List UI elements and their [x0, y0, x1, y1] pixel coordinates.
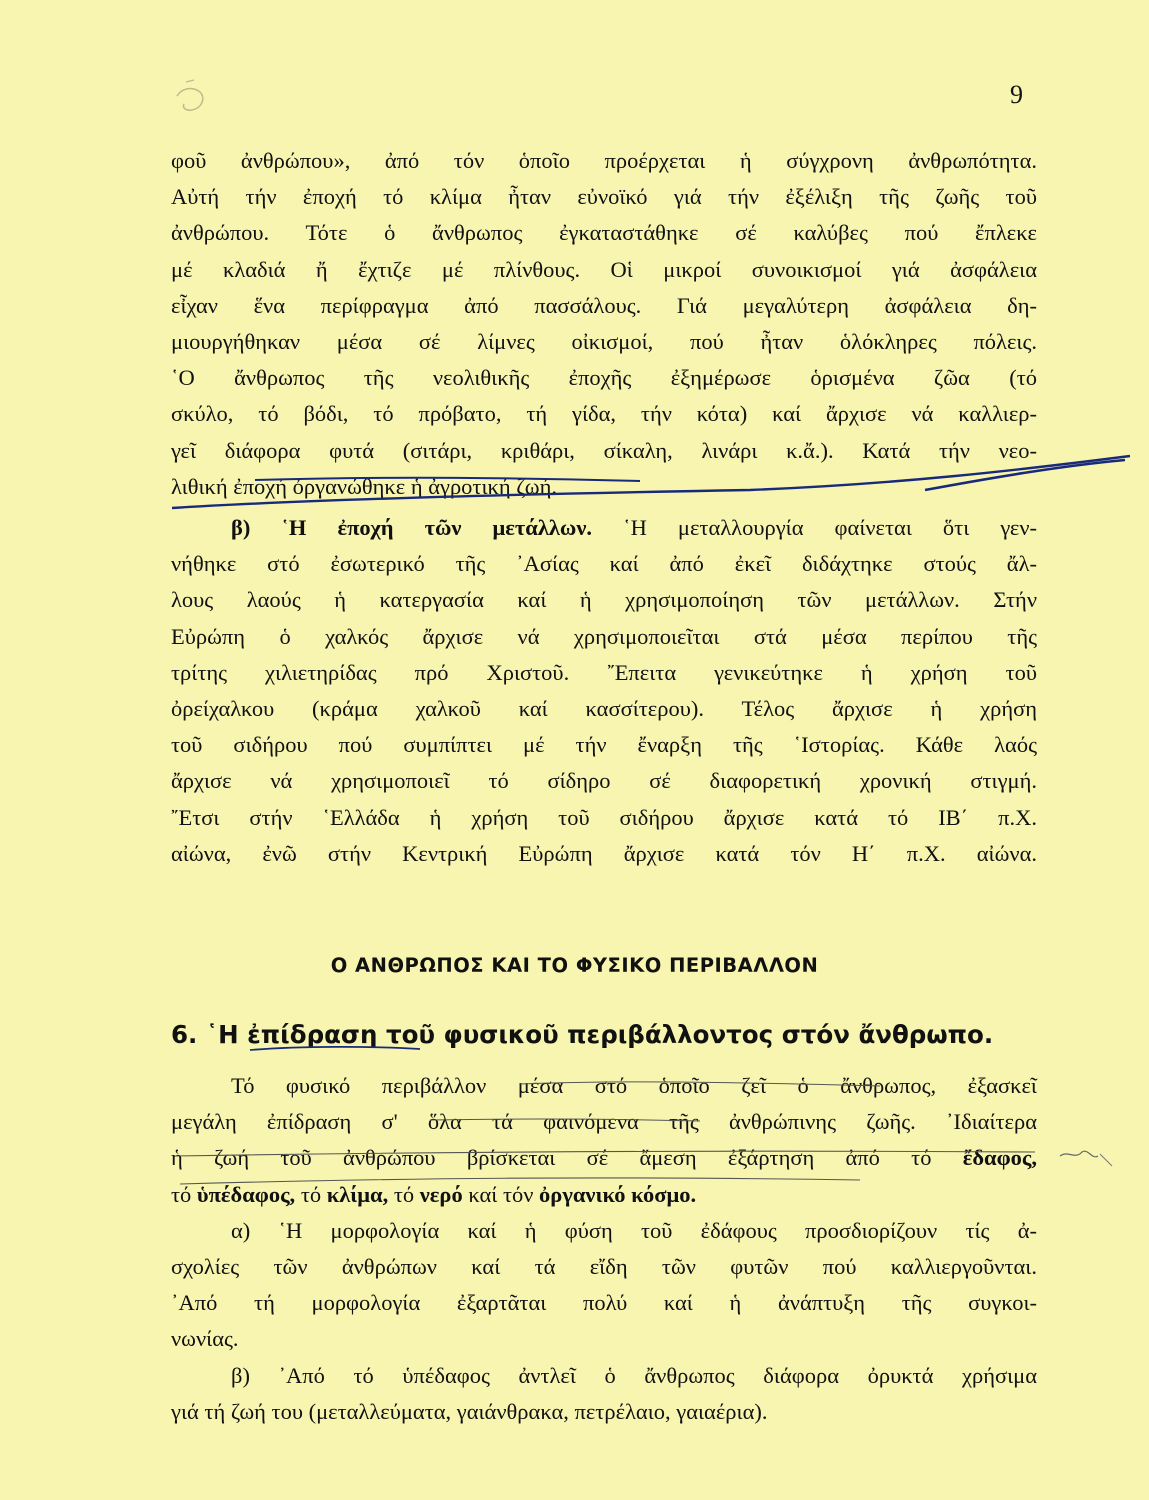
subsection-heading: β) ῾Η ἐποχή τῶν μετάλλων.	[231, 515, 593, 540]
text-line: νωνίας.	[171, 1326, 239, 1352]
text-line	[171, 510, 1037, 546]
text-line: μεγάλη ἐπίδραση σ' ὅλα τά φαινόμενα τῆς ἀνθρώπινης ζωῆς. ᾿Ιδιαίτερα	[171, 1109, 1037, 1135]
text-run: ῾Η μεταλλουργία φαίνεται ὅτι γεν-	[623, 515, 1038, 540]
paragraph-metal-age	[171, 510, 1037, 872]
text-line: αἰώνα, ἐνῶ στήν Κεντρική Εὐρώπη ἄρχισε κατά τόν Η΄ π.Χ. αἰώνα.	[171, 840, 1037, 866]
page-number: 9	[1010, 80, 1023, 109]
pencil-margin-mark	[1100, 1154, 1112, 1166]
text-line: εἶχαν ἕνα περίφραγμα ἀπό πασσάλους. Γιά μεγαλύτερη ἀσφάλεια δη-	[171, 292, 1037, 318]
text-line: ῎Ετσι στήν ῾Ελλάδα ἡ χρήση τοῦ σιδήρου ἄρχισε κατά τό ΙΒ΄ π.Χ.	[171, 804, 1037, 830]
paragraph-neolithic	[171, 143, 1037, 505]
text-line: ῾Ο ἄνθρωπος τῆς νεολιθικῆς ἐποχῆς ἐξημέρωσε ὁρισμένα ζῶα (τό	[171, 365, 1037, 391]
bold-term: νερό	[419, 1181, 463, 1207]
bold-term: ὀργανικό κόσμο.	[539, 1181, 697, 1207]
text-line	[171, 1177, 1037, 1213]
paragraph-natural-environment	[171, 1068, 1037, 1430]
bold-term: κλίμα,	[326, 1181, 389, 1207]
text-line: μιουργήθηκαν μέσα σέ λίμνες οἰκισμοί, πού ἦταν ὁλόκληρες πόλεις.	[171, 329, 1037, 355]
text-line: γεῖ διάφορα φυτά (σιτάρι, κριθάρι, σίκαλη, λινάρι κ.ἄ.). Κατά τήν νεο-	[171, 437, 1037, 463]
bold-term: ὑπέδαφος,	[196, 1181, 296, 1207]
text-line: ἀνθρώπου. Τότε ὁ ἄνθρωπος ἐγκαταστάθηκε σέ καλύβες πού ἔπλεκε	[171, 220, 1037, 246]
text-line: ὀρείχαλκου (κράμα χαλκοῦ καί κασσίτερου). Τέλος ἄρχισε ἡ χρήση	[171, 696, 1037, 722]
text-run: τό	[171, 1181, 197, 1207]
text-run: ἡ ζωή τοῦ ἀνθρώπου βρίσκεται σέ ἄμεση ἐξάρτηση ἀπό τό	[171, 1145, 932, 1171]
bold-term: ἔδαφος,	[962, 1145, 1037, 1171]
text-line: Αὐτή τήν ἐποχή τό κλίμα ἦταν εὐνοϊκό γιά τήν ἐξέλιξη τῆς ζωῆς τοῦ	[171, 184, 1037, 210]
text-line: ᾿Από τή μορφολογία ἐξαρτᾶται πολύ καί ἡ ἀνάπτυξη τῆς συγκοι-	[171, 1290, 1037, 1316]
text-line: λους λαούς ἡ κατεργασία καί ἡ χρησιμοποίηση τῶν μετάλλων. Στήν	[171, 587, 1037, 613]
text-line: Τό φυσικό περιβάλλον μέσα στό ὁποῖο ζεῖ ὁ ἄνθρωπος, ἐξασκεῖ	[231, 1073, 1037, 1098]
text-line: Εὐρώπη ὁ χαλκός ἄρχισε νά χρησιμοποιεῖται στά μέσα περίπου τῆς	[171, 623, 1037, 649]
text-line: β) ᾿Από τό ὑπέδαφος ἀντλεῖ ὁ ἄνθρωπος διάφορα ὀρυκτά χρήσιμα	[231, 1362, 1037, 1388]
text-line: ἄρχισε νά χρησιμοποιεῖ τό σίδηρο σέ διαφορετική χρονική στιγμή.	[171, 768, 1037, 794]
pencil-margin-mark	[1060, 1151, 1098, 1157]
text-line: τρίτης χιλιετηρίδας πρό Χριστοῦ. ῎Επειτα γενικεύτηκε ἡ χρήση τοῦ	[171, 659, 1037, 685]
text-line: σκύλο, τό βόδι, τό πρόβατο, τή γίδα, τήν κότα) καί ἄρχισε νά καλλιερ-	[171, 401, 1037, 427]
text-line	[171, 1140, 1037, 1176]
text-run: τό	[295, 1181, 327, 1207]
text-line: τοῦ σιδήρου πού συμπίπτει μέ τήν ἔναρξη τῆς ῾Ιστορίας. Κάθε λαός	[171, 732, 1037, 758]
chapter-title: 6. ῾Η ἐπίδραση τοῦ φυσικοῦ περιβάλλοντος στόν ἄνθρωπο.	[171, 1020, 994, 1049]
text-line: νήθηκε στό ἐσωτερικό τῆς ᾿Ασίας καί ἀπό ἐκεῖ διδάχτηκε στούς ἄλ-	[171, 551, 1037, 577]
text-line: μέ κλαδιά ἤ ἔχτιζε μέ πλίνθους. Οἱ μικροί συνοικισμοί γιά ἀσφάλεια	[171, 256, 1037, 282]
text-run: καί τόν	[462, 1181, 540, 1207]
section-title: Ο ΑΝΘΡΩΠΟΣ ΚΑΙ ΤΟ ΦΥΣΙΚΟ ΠΕΡΙΒΑΛΛΟΝ	[330, 954, 819, 977]
text-line: σχολίες τῶν ἀνθρώπων καί τά εἴδη τῶν φυτῶν πού καλλιεργοῦνται.	[171, 1254, 1037, 1280]
text-line: α) ῾Η μορφολογία καί ἡ φύση τοῦ ἐδάφους προσδιορίζουν τίς ἀ-	[231, 1217, 1037, 1243]
text-line: φοῦ ἀνθρώπου», ἀπό τόν ὁποῖο προέρχεται ἡ σύγχρονη ἀνθρωπότητα.	[171, 148, 1037, 173]
text-run: τό	[388, 1181, 420, 1207]
text-line: λιθική ἐποχή ὀργανώθηκε ἡ ἀγροτική ζωή.	[171, 473, 557, 499]
corner-smudge-mark	[172, 78, 212, 118]
text-line: γιά τή ζωή του (μεταλλεύματα, γαιάνθρακα, πετρέλαιο, γαιαέρια).	[171, 1398, 768, 1424]
